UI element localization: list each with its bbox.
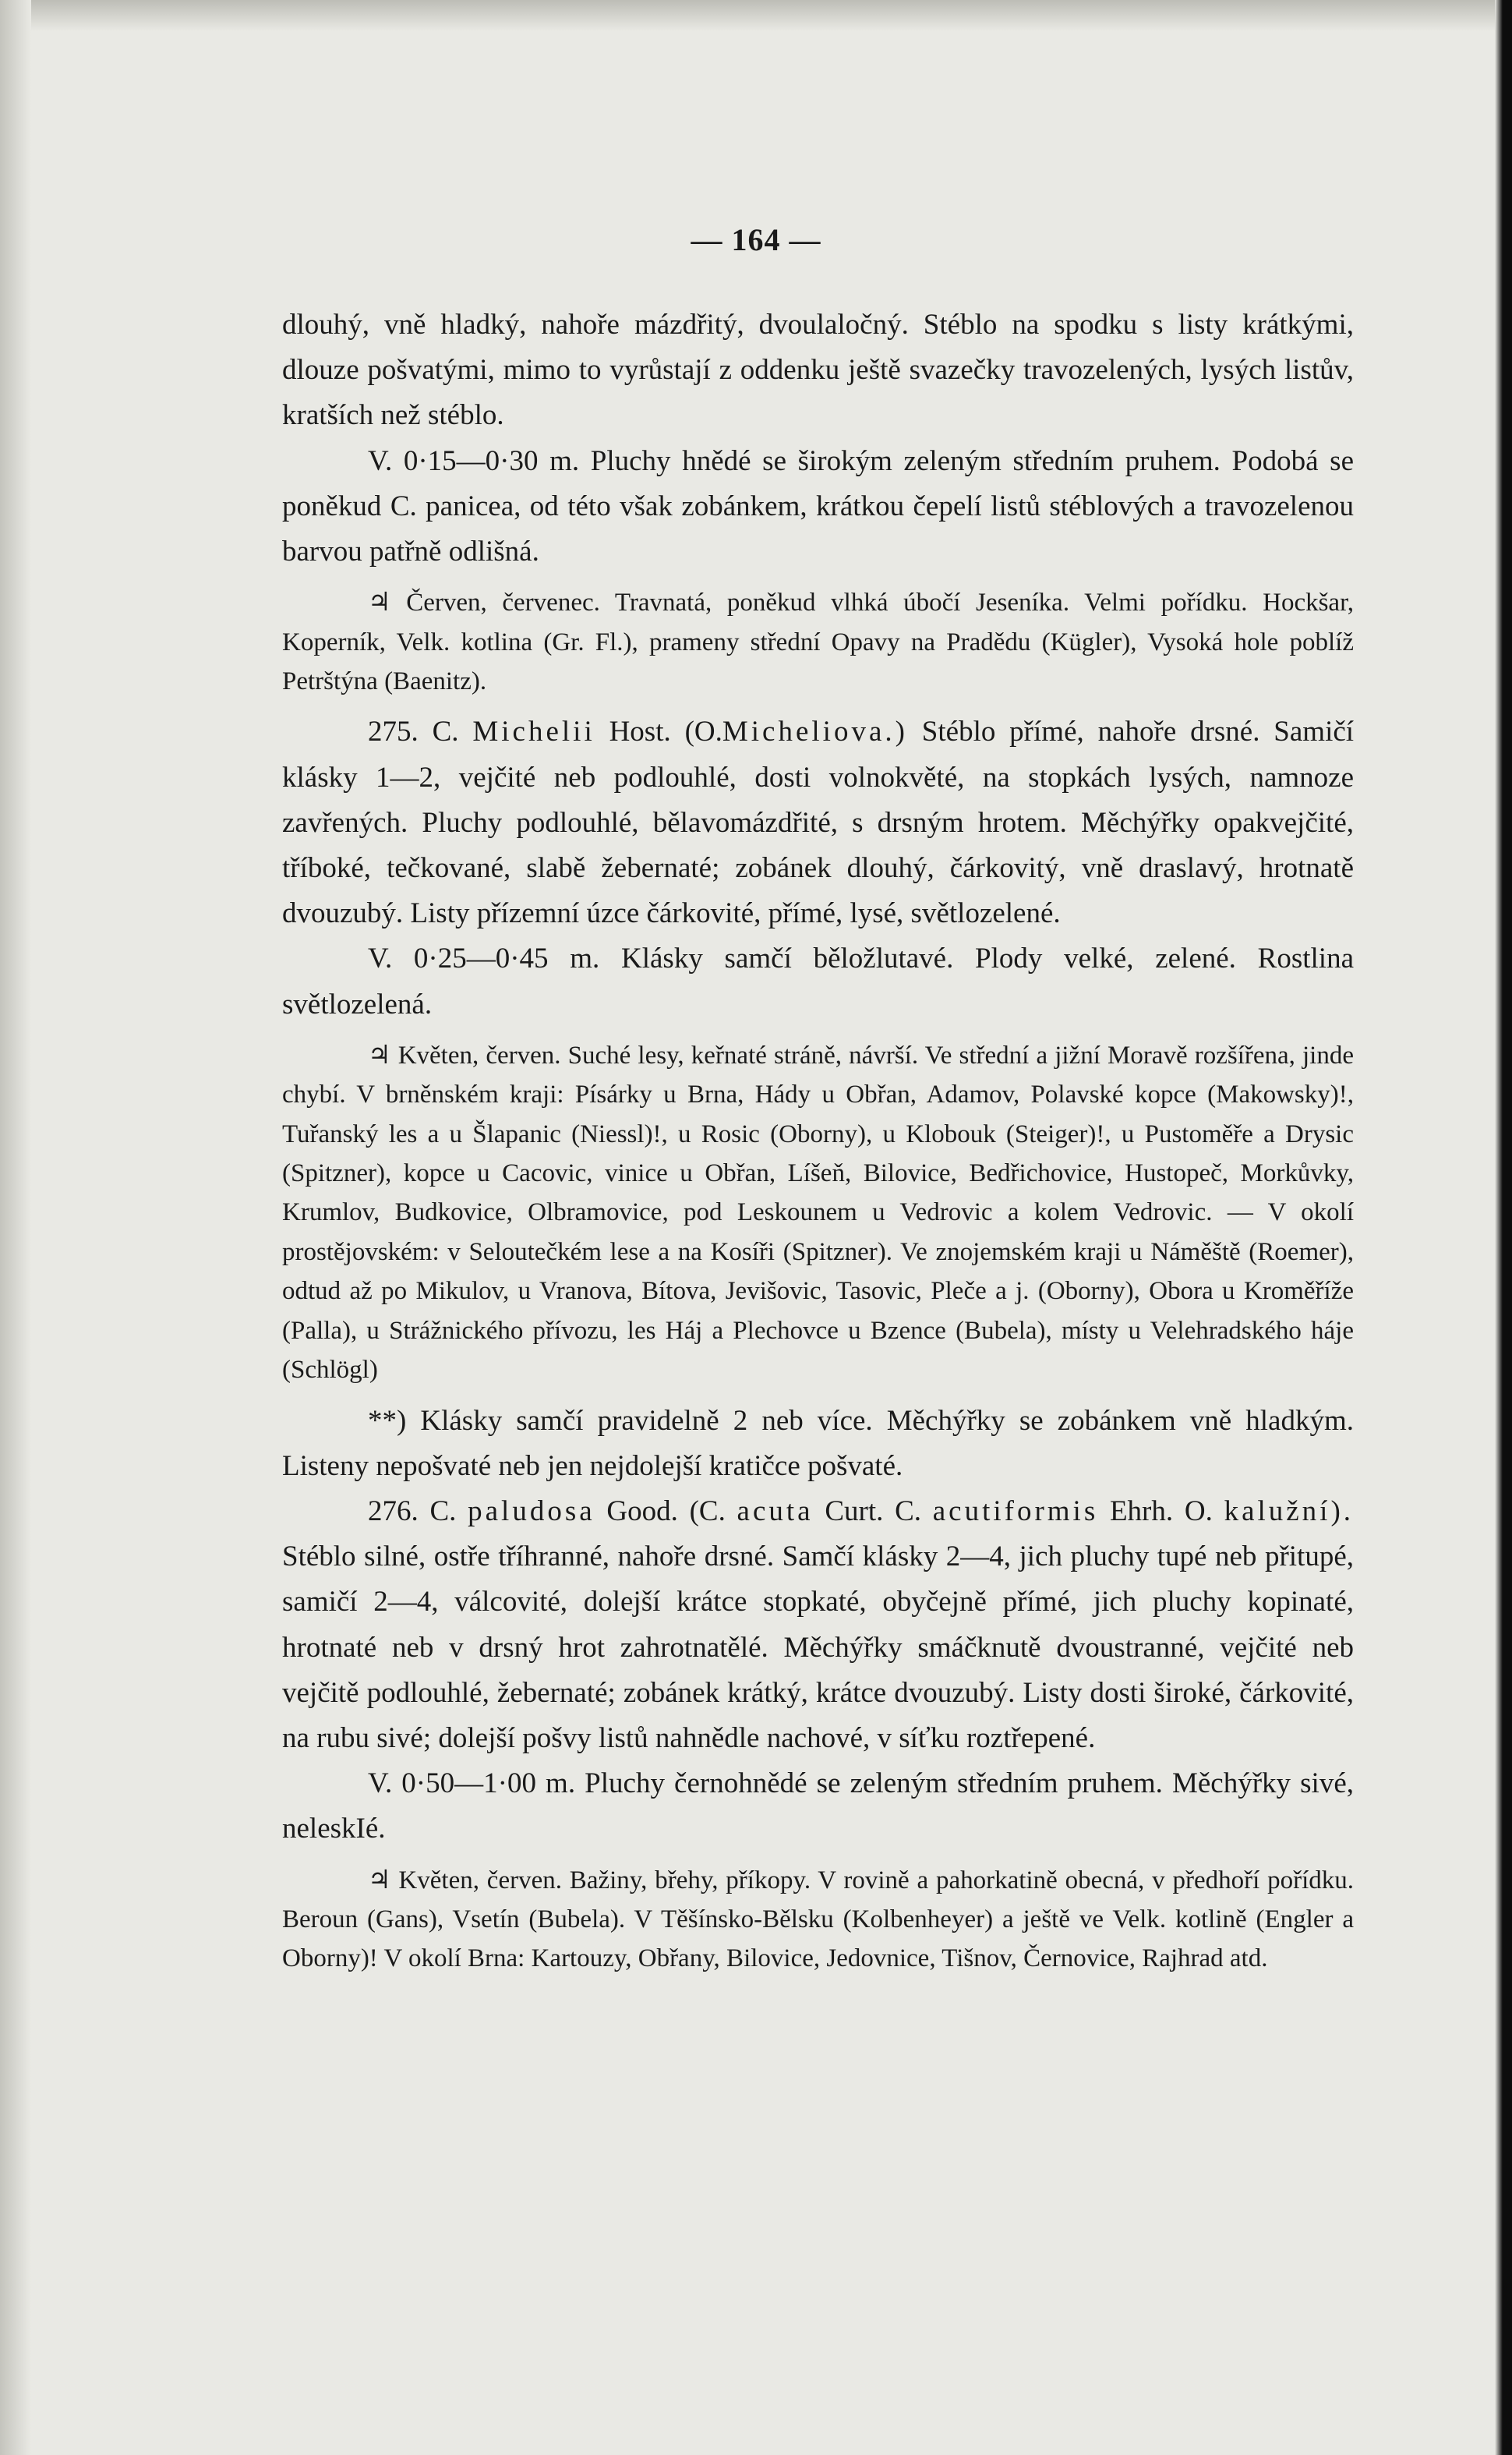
czech-name-open: (O. (684, 716, 722, 748)
species-number: 275. C. (368, 716, 459, 748)
paragraph-species-276 (282, 1489, 1354, 1761)
synonym-open: (C. (689, 1495, 726, 1527)
synonym-author: Curt. (825, 1495, 884, 1527)
paragraph-species-275 (282, 709, 1354, 936)
species-number: 276. C. (368, 1495, 457, 1527)
scan-shadow-top (0, 0, 1512, 31)
paragraph-habitat: ♃ Květen, červen. Suché lesy, keřnaté stráně, návrší. Ve střední a jižní Moravě rozšířena, jinde chybí. V brněnském kraji: Písárky u Brna, Hády u Obřan, Adamov, Polavské kopce (Makowsky)!, Tuřanský les a u Šlapanic (Niessl)!, u Rosic (Oborny), u Klobouk (Steiger)!, u Pustoměře a Drysic (Spitzner), kopce u Cacovic, vinice u Obřan, Líšeň, Bilovice, Bedřichovice, Hustopeč, Morkůvky, Krumlov, Budkovice, Olbramovice, pod Leskounem u Vedrovic a kolem Vedrovic. — V okolí prostějovském: v Seloutečkém lese a na Kosíři (Spitzner). Ve znojemském kraji u Náměště (Roemer), odtud až po Mikulov, u Vranova, Bítova, Jevišovic, Tasovic, Pleče a j. (Oborny), Obora u Kroměříže (Palla), u Strážnického přívozu, les Háj a Plechovce u Bzence (Bubela), místy u Velehradského háje (Schlögl) (282, 1041, 1354, 1385)
synonym-name: acutiformis (932, 1495, 1099, 1527)
species-author: Good. (606, 1495, 678, 1527)
paragraph-habitat: ♃ Květen, červen. Bažiny, břehy, příkopy. V rovině a pahorkatině obecná, v předhoří pořídku. Beroun (Gans), Vsetín (Bubela). V Těšínsko-Bělsku (Kolbenheyer) a ještě ve Velk. kotlině (Engler a Oborny)! V okolí Brna: Kartouzy, Obřany, Bilovice, Jedovnice, Tišnov, Černovice, Rajhrad atd. (282, 1866, 1354, 1973)
species-description: Stéblo silné, ostře tříhranné, nahoře drsné. Samčí klásky 2—4, jich pluchy tupé neb přitupé, samičí 2—4, válcovité, dolejší krátce stopkaté, obyčejně přímé, jich pluchy kopinaté, hrotnaté neb v drsný hrot zahrotnatělé. Měchýřky smáčknutě dvoustranné, vejčité neb vejčitě podlouhlé, žebernaté; zobánek krátký, krátce dvouzubý. Listy dosti široké, čárkovité, na rubu sivé; dolejší pošvy listů nahnědle nachové, v síťku roztřepené. (282, 1541, 1354, 1754)
species-description: Stéblo přímé, nahoře drsné. Samičí klásky 1—2, vejčité neb podlouhlé, dosti volnokvěté, na stopkách lysých, namnoze zavřených. Pluchy podlouhlé, bělavomázdřité, s drsným hrotem. Měchýřky opakvejčité, tříboké, tečkované, slabě žebernaté; zobánek dlouhý, čárkovitý, vně draslavý, hrotnatě dvouzubý. Listy přízemní úzce čárkovité, přímé, lysé, světlozelené. (282, 716, 1355, 930)
czech-name: kalužní). (1224, 1495, 1355, 1527)
scan-shadow-left (0, 0, 31, 2455)
czech-name: Micheliova.) (722, 716, 908, 748)
synonym-name: acuta (737, 1495, 814, 1527)
paragraph-key-note: **) Klásky samčí pravidelně 2 neb více. Měchýřky se zobánkem vně hladkým. Listeny nepošvaté neb jen nejdolejší kratičce pošvaté. (282, 1404, 1354, 1482)
synonym-prefix: C. (895, 1495, 921, 1527)
paragraph-habitat: ♃ Červen, červenec. Travnatá, poněkud vlhká úbočí Jeseníka. Velmi pořídku. Hockšar, Koperník, Velk. kotlina (Gr. Fl.), prameny střední Opavy na Pradědu (Kügler), Vysoká hole poblíž Petrštýna (Baenitz). (282, 589, 1354, 696)
page-text (282, 302, 1354, 1979)
paragraph-measurements: V. 0·25—0·45 m. Klásky samčí běložlutavé. Plody velké, zelené. Rostlina světlozelená. (282, 943, 1354, 1021)
synonym-author: Ehrh. (1109, 1495, 1174, 1527)
paragraph-continuation: dlouhý, vně hladký, nahoře mázdřitý, dvoulaločný. Stéblo na spodku s listy krátkými, dlouze pošvatými, mimo to vyrůstají z oddenku ještě svazečky travozelených, lysých listův, kratších než stéblo. (282, 309, 1354, 432)
page-number: — 164 — (691, 222, 821, 257)
scan-border-right (1495, 0, 1512, 2455)
species-name: paludosa (468, 1495, 595, 1527)
species-author: Host. (609, 716, 671, 748)
species-name: Michelii (472, 716, 595, 748)
paragraph-measurements: V. 0·15—0·30 m. Pluchy hnědé se širokým zeleným středním pruhem. Podobá se poněkud C. panicea, od této však zobánkem, krátkou čepelí listů stéblových a travozelenou barvou patřně odlišná. (282, 444, 1354, 568)
czech-name-open: O. (1184, 1495, 1213, 1527)
paragraph-measurements: V. 0·50—1·00 m. Pluchy černohnědé se zeleným středním pruhem. Měchýřky sivé, neleskIé. (282, 1767, 1354, 1845)
